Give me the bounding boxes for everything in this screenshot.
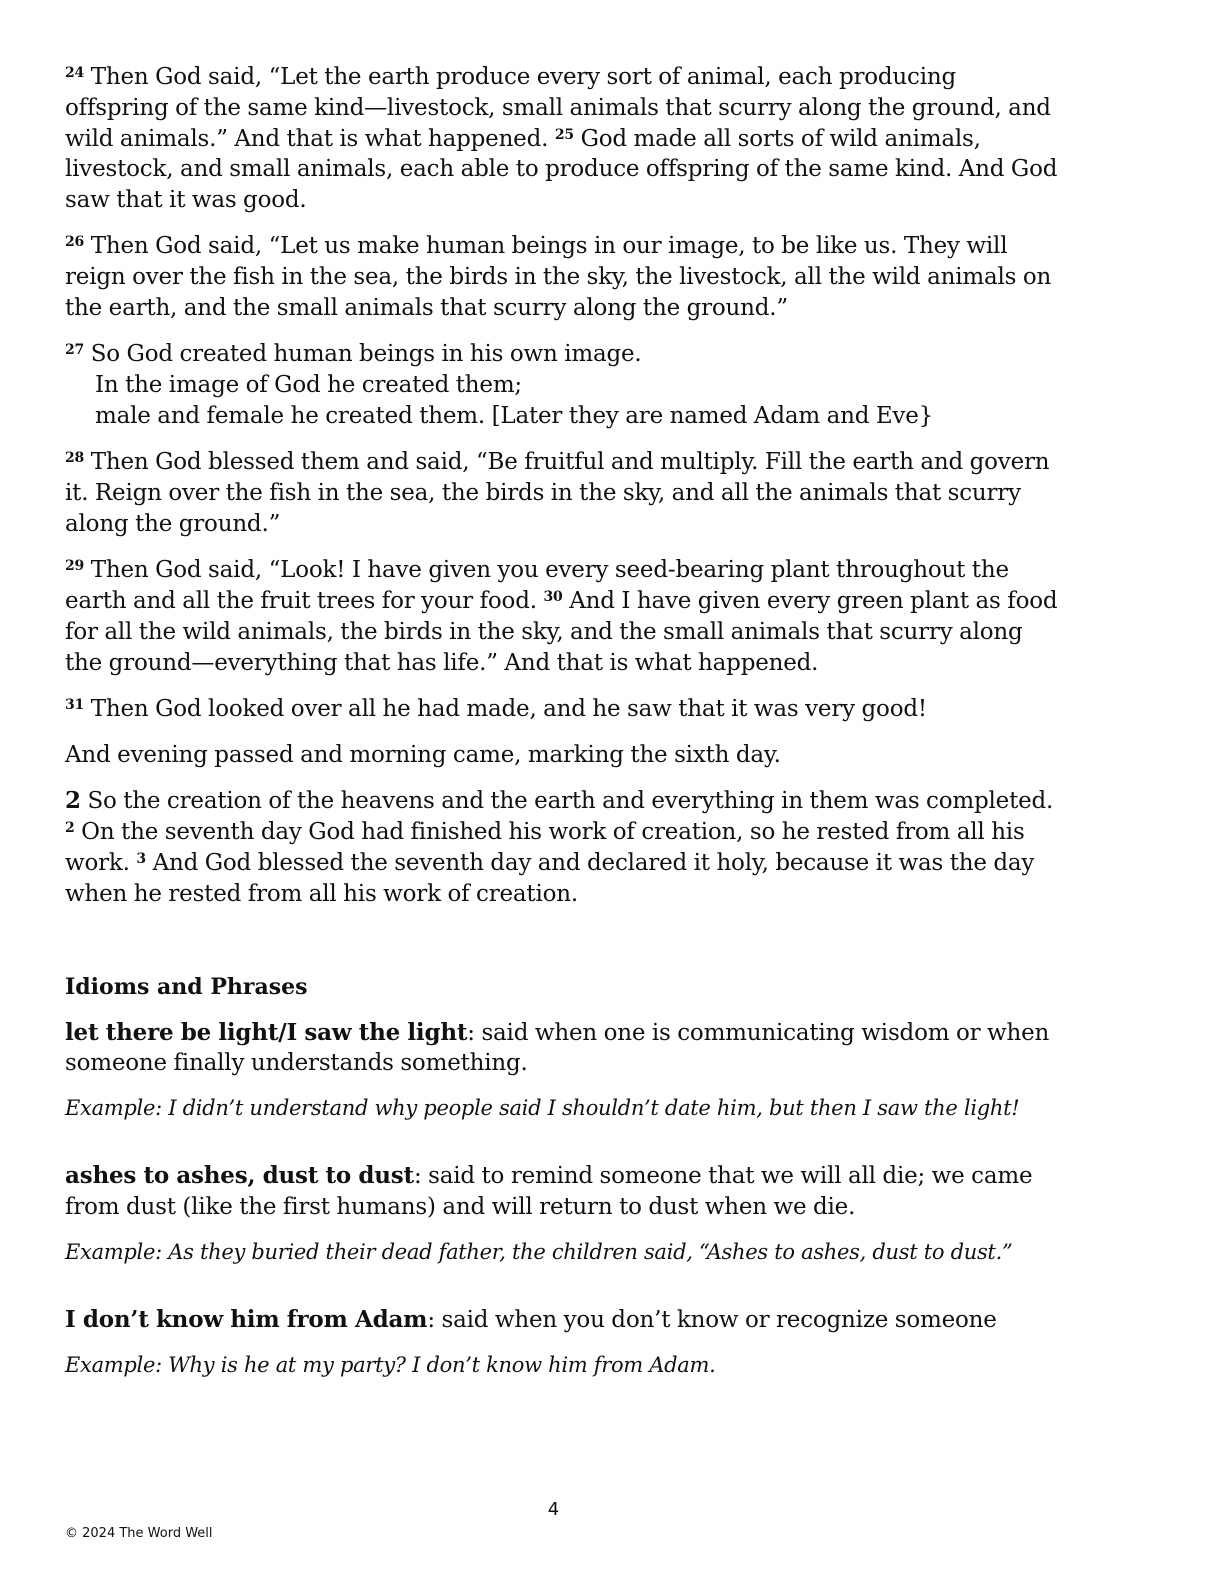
verse-number: 25 (554, 126, 574, 143)
idioms-heading: Idioms and Phrases (65, 973, 308, 1000)
idiom-definition (65, 1305, 1065, 1336)
verse-number: 31 (65, 696, 85, 713)
verse-text: God made all sorts of wild animals, livestock, and small animals, each able to produce offspring of the same kind. And God saw that it was good. (65, 125, 1058, 214)
verse-text: Then God looked over all he had made, and he saw that it was very good! (90, 695, 927, 722)
idiom-term: let there be light/I saw the light (65, 1018, 468, 1046)
idiom-term: I don’t know him from Adam (65, 1305, 428, 1333)
page-number: 4 (547, 1499, 560, 1520)
verse-number: 3 (136, 851, 146, 868)
verse-text: So God created human beings in his own image. (90, 341, 642, 368)
idiom-example: Example: As they buried their dead father, the children said, “Ashes to ashes, dust to dust.” (65, 1239, 1013, 1264)
chapter-number: 2 (65, 787, 81, 815)
idiom-meaning: : said when you don’t know or recognize someone (427, 1306, 997, 1333)
chapter-2-paragraph (65, 786, 1065, 909)
verse-paragraph-27 (65, 339, 1065, 431)
verse-paragraph-24 (65, 62, 1065, 216)
idiom-entry (65, 1161, 1065, 1267)
verse-text: And God blessed the seventh day and declared it holy, because it was the day when he rested from all his work of creation. (65, 850, 1035, 907)
verse-text: Then God said, “Let us make human beings in our image, to be like us. They will reign over the fish in the sea, the birds in the sky, the livestock, all the wild animals on the earth, and the small animals that scurry along the ground.” (65, 233, 1052, 322)
verse-number: 24 (65, 65, 85, 81)
verse-number: 29 (65, 558, 85, 575)
verse-number: 30 (543, 588, 563, 605)
copyright-notice: © 2024 The Word Well (65, 1526, 213, 1541)
verse-paragraph-29 (65, 555, 1065, 678)
poem-line: In the image of God he created them; (95, 372, 522, 399)
closing-line: And evening passed and morning came, marking the sixth day. (65, 742, 781, 769)
verse-text: And I have given every green plant as food for all the wild animals, the birds in the sky, and the small animals that scurry along the ground—everything that has life.” And that is what happened. (65, 587, 1058, 676)
verse-number: 27 (65, 342, 85, 359)
verse-text: Then God said, “Look! I have given you every seed-bearing plant throughout the earth and all the fruit trees for your food. (65, 557, 1009, 614)
idiom-entry (65, 1018, 1065, 1124)
verse-number: 2 (65, 820, 75, 837)
verse-number: 26 (65, 234, 85, 251)
verse-text: On the seventh day God had finished his work of creation, so he rested from all his work. (65, 819, 1025, 877)
verse-number: 28 (65, 450, 85, 467)
verse-text: So the creation of the heavens and the earth and everything in them was completed. (87, 788, 1054, 815)
verse-paragraph-31 (65, 694, 1065, 725)
poem-line (65, 339, 1065, 370)
verse-text: Then God said, “Let the earth produce every sort of animal, each producing offspring of the same kind—livestock, small animals that scurry along the ground, and wild animals.” And that is what happened. (65, 64, 1051, 152)
idiom-term: ashes to ashes, dust to dust (65, 1162, 414, 1190)
verse-paragraph-26 (65, 231, 1065, 323)
verse-paragraph-28 (65, 447, 1065, 539)
idiom-example: Example: Why is he at my party? I don’t know him from Adam. (65, 1352, 716, 1377)
idiom-example: Example: I didn’t understand why people said I shouldn’t date him, but then I saw the light! (65, 1096, 1020, 1121)
document-body (65, 62, 1065, 1418)
idiom-definition (65, 1161, 1065, 1223)
poem-line: male and female he created them. [Later they are named Adam and Eve} (95, 402, 934, 429)
idiom-definition (65, 1018, 1065, 1080)
idiom-meaning: : said when one is communicating wisdom or when someone finally understands something. (65, 1019, 1050, 1077)
verse-text: Then God blessed them and said, “Be fruitful and multiply. Fill the earth and govern it. Reign over the fish in the sea, the birds in the sky, and all the animals that scurry along the ground.” (65, 449, 1050, 537)
idiom-meaning: : said to remind someone that we will all die; we came from dust (like the first humans) and will return to dust when we die. (65, 1163, 1033, 1221)
idiom-entry (65, 1305, 1065, 1380)
